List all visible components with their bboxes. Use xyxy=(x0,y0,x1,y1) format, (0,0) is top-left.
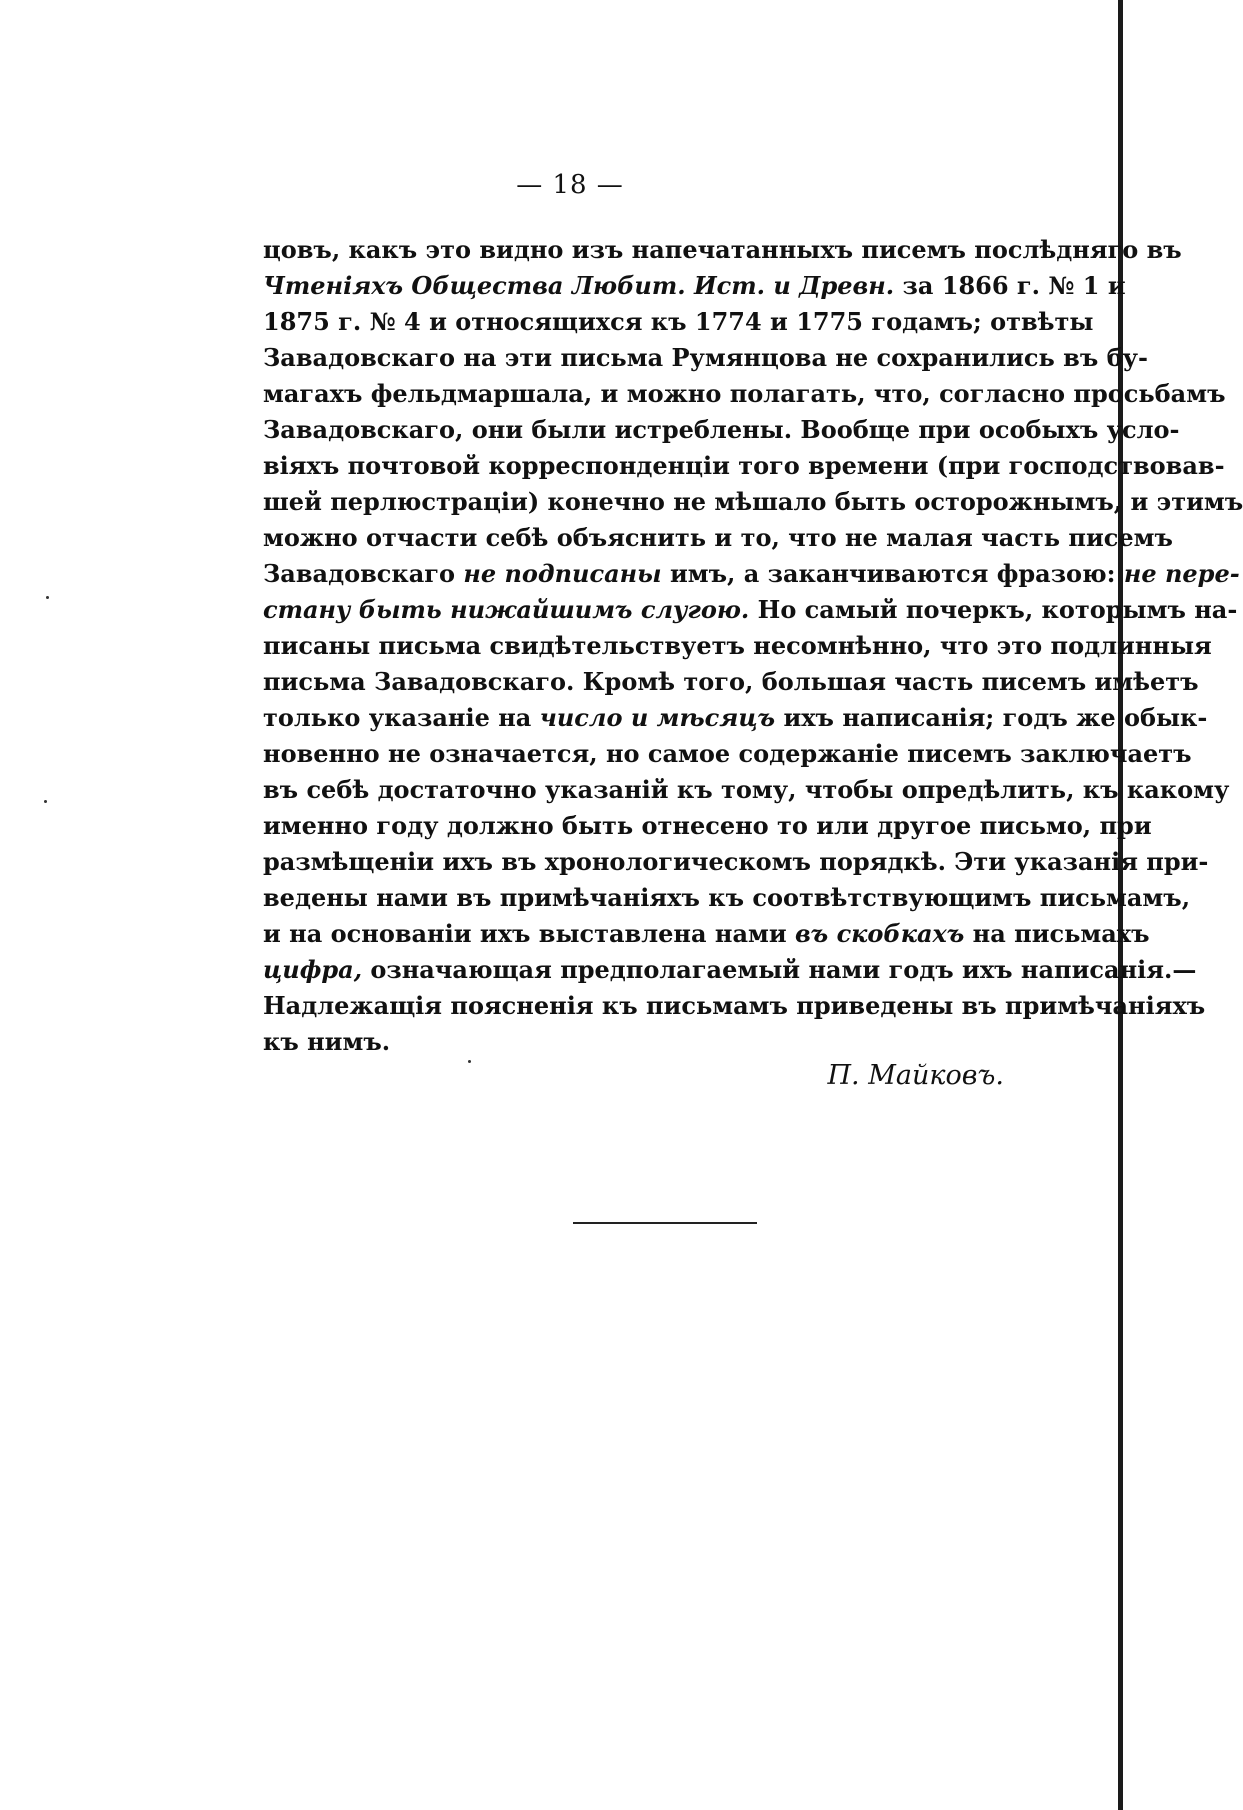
scan-speck xyxy=(468,1060,471,1063)
author-signature: П. Майковъ. xyxy=(827,1060,1004,1091)
text-line: новенно не означается, но самое содержаніе писемъ заключаетъ xyxy=(263,739,1192,768)
text-line: писаны письма свидѣтельствуетъ несомнѣнно, что это подлинныя xyxy=(263,631,1212,660)
text-line: 1875 г. № 4 и относящихся къ 1774 и 1775 годамъ; отвѣты xyxy=(263,307,1094,336)
text-line: къ нимъ. xyxy=(263,1027,391,1056)
text-line: именно году должно быть отнесено то или другое письмо, при xyxy=(263,811,1152,840)
text-line: размѣщеніи ихъ въ хронологическомъ порядкѣ. Эти указанія при- xyxy=(263,847,1209,876)
text-line: Надлежащія поясненія къ письмамъ приведены въ примѣчаніяхъ xyxy=(263,991,1206,1020)
text-line: цовъ, какъ это видно изъ напечатанныхъ писемъ послѣдняго въ xyxy=(263,235,1182,264)
text-line: шей перлюстраціи) конечно не мѣшало быть осторожнымъ, и этимъ xyxy=(263,487,1243,516)
text-line: въ себѣ достаточно указаній къ тому, чтобы опредѣлить, къ какому xyxy=(263,775,1230,804)
text-line: письма Завадовскаго. Кромѣ того, большая часть писемъ имѣетъ xyxy=(263,667,1199,696)
text-line: Завадовскаго не подписаны имъ, а заканчиваются фразою: не пере- xyxy=(263,559,1240,588)
text-line: можно отчасти себѣ объяснить и то, что не малая часть писемъ xyxy=(263,523,1173,552)
text-line: Чтеніяхъ Общества Любит. Ист. и Древн. за 1866 г. № 1 и xyxy=(263,271,1126,300)
scan-speck xyxy=(44,800,47,803)
text-line: цифра, означающая предполагаемый нами годъ ихъ написанія.— xyxy=(263,955,1197,984)
text-line: віяхъ почтовой корреспонденціи того времени (при господствовав- xyxy=(263,451,1225,480)
page-number: — 18 — xyxy=(516,170,624,200)
text-line: стану быть нижайшимъ слугою. Но самый почеркъ, которымъ на- xyxy=(263,595,1238,624)
text-line: только указаніе на число и мѣсяцъ ихъ написанія; годъ же обык- xyxy=(263,703,1208,732)
text-line: и на основаніи ихъ выставлена нами въ скобкахъ на письмахъ xyxy=(263,919,1150,948)
text-line: Завадовскаго, они были истреблены. Вообще при особыхъ усло- xyxy=(263,415,1180,444)
scan-speck xyxy=(46,596,49,599)
text-line: ведены нами въ примѣчаніяхъ къ соотвѣтствующимъ письмамъ, xyxy=(263,883,1191,912)
text-line: Завадовскаго на эти письма Румянцова не сохранились въ бу- xyxy=(263,343,1148,372)
text-line: магахъ фельдмаршала, и можно полагать, что, согласно просьбамъ xyxy=(263,379,1226,408)
body-text xyxy=(263,232,1243,1060)
closing-rule xyxy=(573,1222,757,1224)
